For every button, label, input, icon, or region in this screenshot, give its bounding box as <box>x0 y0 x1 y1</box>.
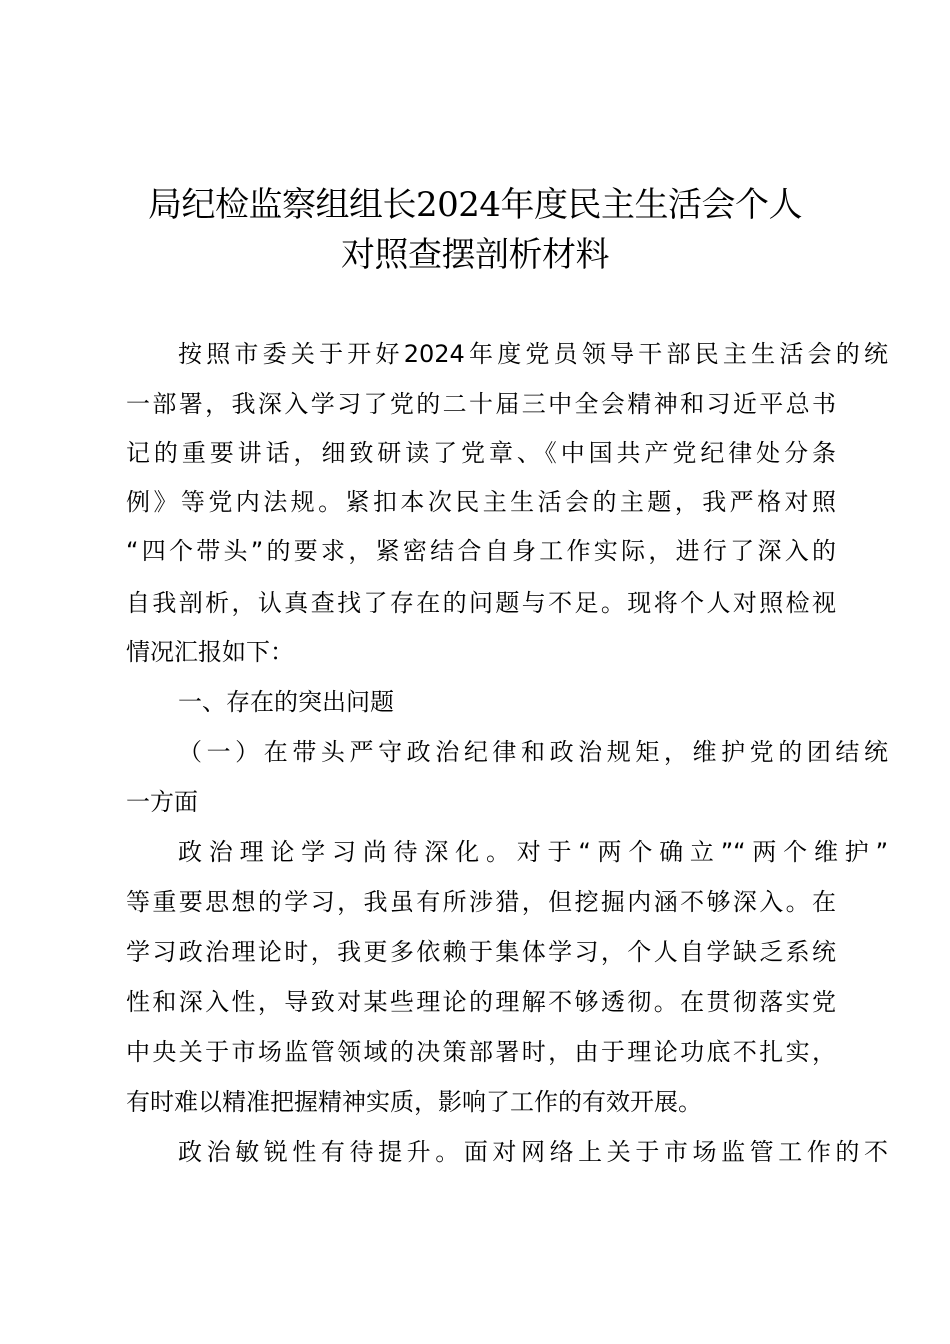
subsection-heading-continued: 一方面 <box>126 788 198 816</box>
body-line: 学习政治理论时，我更多依赖于集体学习，个人自学缺乏系统 <box>126 938 836 966</box>
body-line: 中央关于市场监管领域的决策部署时，由于理论功底不扎实， <box>126 1038 836 1066</box>
body-line: 等重要思想的学习，我虽有所涉猎，但挖掘内涵不够深入。在 <box>126 888 836 916</box>
body-line: 情况汇报如下： <box>126 638 294 666</box>
body-line: 有时难以精准把握精神实质，影响了工作的有效开展。 <box>126 1088 702 1116</box>
body-line: 按照市委关于开好2024年度党员领导干部民主生活会的统 <box>178 340 888 368</box>
document-title-line-1: 局纪检监察组组长2024年度民主生活会个人 <box>147 185 803 225</box>
body-line: 例》等党内法规。紧扣本次民主生活会的主题，我严格对照 <box>126 488 836 516</box>
body-line: “四个带头”的要求，紧密结合自身工作实际，进行了深入的 <box>126 537 836 565</box>
body-line: 一部署，我深入学习了党的二十届三中全会精神和习近平总书 <box>126 390 836 418</box>
subsection-heading: （一）在带头严守政治纪律和政治规矩，维护党的团结统 <box>178 738 888 766</box>
body-line: 政治理论学习尚待深化。对于“两个确立”“两个维护” <box>178 838 888 866</box>
body-line: 记的重要讲话，细致研读了党章、《中国共产党纪律处分条 <box>126 439 836 467</box>
body-line: 性和深入性，导致对某些理论的理解不够透彻。在贯彻落实党 <box>126 988 836 1016</box>
body-line: 政治敏锐性有待提升。面对网络上关于市场监管工作的不 <box>178 1138 888 1166</box>
section-heading: 一、存在的突出问题 <box>178 688 394 716</box>
body-line: 自我剖析，认真查找了存在的问题与不足。现将个人对照检视 <box>126 589 836 617</box>
document-title-line-2: 对照查摆剖析材料 <box>341 235 609 275</box>
